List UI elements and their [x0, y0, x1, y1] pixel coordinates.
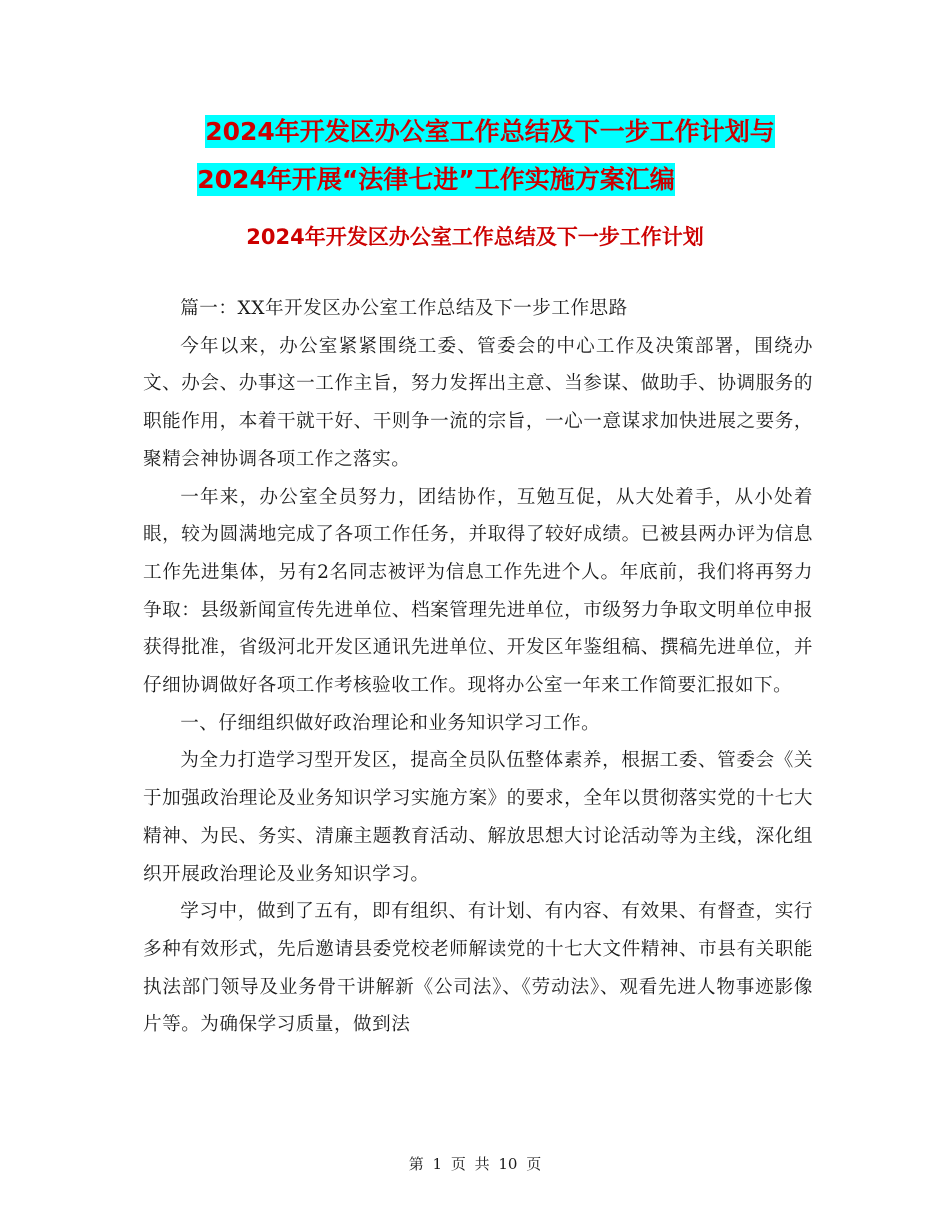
- paragraph-heading: 篇一：XX年开发区办公室工作总结及下一步工作思路: [180, 298, 628, 319]
- document-main-title: [0, 108, 950, 204]
- main-title-line-1-text: 2024年开发区办公室工作总结及下一步工作计划与: [205, 117, 775, 146]
- section-title: 2024年开发区办公室工作总结及下一步工作计划: [246, 225, 704, 249]
- paragraph: 为全力打造学习型开发区，提高全员队伍整体素养，根据工委、管委会《关于加强政治理论及业务知识学习实施方案》的要求，全年以贯彻落实党的十七大精神、为民、务实、清廉主题教育活动、解放思想大讨论活动等为主线，深化组织开展政治理论及业务知识学习。: [143, 750, 813, 885]
- main-title-line-2: [197, 156, 674, 204]
- main-title-line-1: [205, 108, 775, 156]
- paragraph: 今年以来，办公室紧紧围绕工委、管委会的中心工作及决策部署，围绕办文、办会、办事这一工作主旨，努力发挥出主意、当参谋、做助手、协调服务的职能作用，本着干就干好、干则争一流的宗旨，一心一意谋求加快进展之要务，聚精会神协调各项工作之落实。: [143, 335, 813, 470]
- page-footer: 第 1 页 共 10 页: [408, 1155, 542, 1173]
- document-body: [143, 290, 813, 1044]
- paragraph: 学习中，做到了五有，即有组织、有计划、有内容、有效果、有督查，实行多种有效形式，先后邀请县委党校老师解读党的十七大文件精神、市县有关职能执法部门领导及业务骨干讲解新《公司法》、《劳动法》、观看先进人物事迹影像片等。为确保学习质量，做到法: [143, 901, 813, 1036]
- paragraph-heading: 一、仔细组织做好政治理论和业务知识学习工作。: [180, 712, 601, 734]
- main-title-line-2-text: 2024年开展“法律七进”工作实施方案汇编: [197, 165, 675, 194]
- paragraph: 一年来，办公室全员努力，团结协作，互勉互促，从大处着手，从小处着眼，较为圆满地完成了各项工作任务，并取得了较好成绩。已被县两办评为信息工作先进集体，另有2名同志被评为信息工作先进个人。年底前，我们将再努力争取：县级新闻宣传先进单位、档案管理先进单位，市级努力争取文明单位申报获得批准，省级河北开发区通讯先进单位、开发区年鉴组稿、撰稿先进单位，并仔细协调做好各项工作考核验收工作。现将办公室一年来工作简要汇报如下。: [143, 486, 813, 697]
